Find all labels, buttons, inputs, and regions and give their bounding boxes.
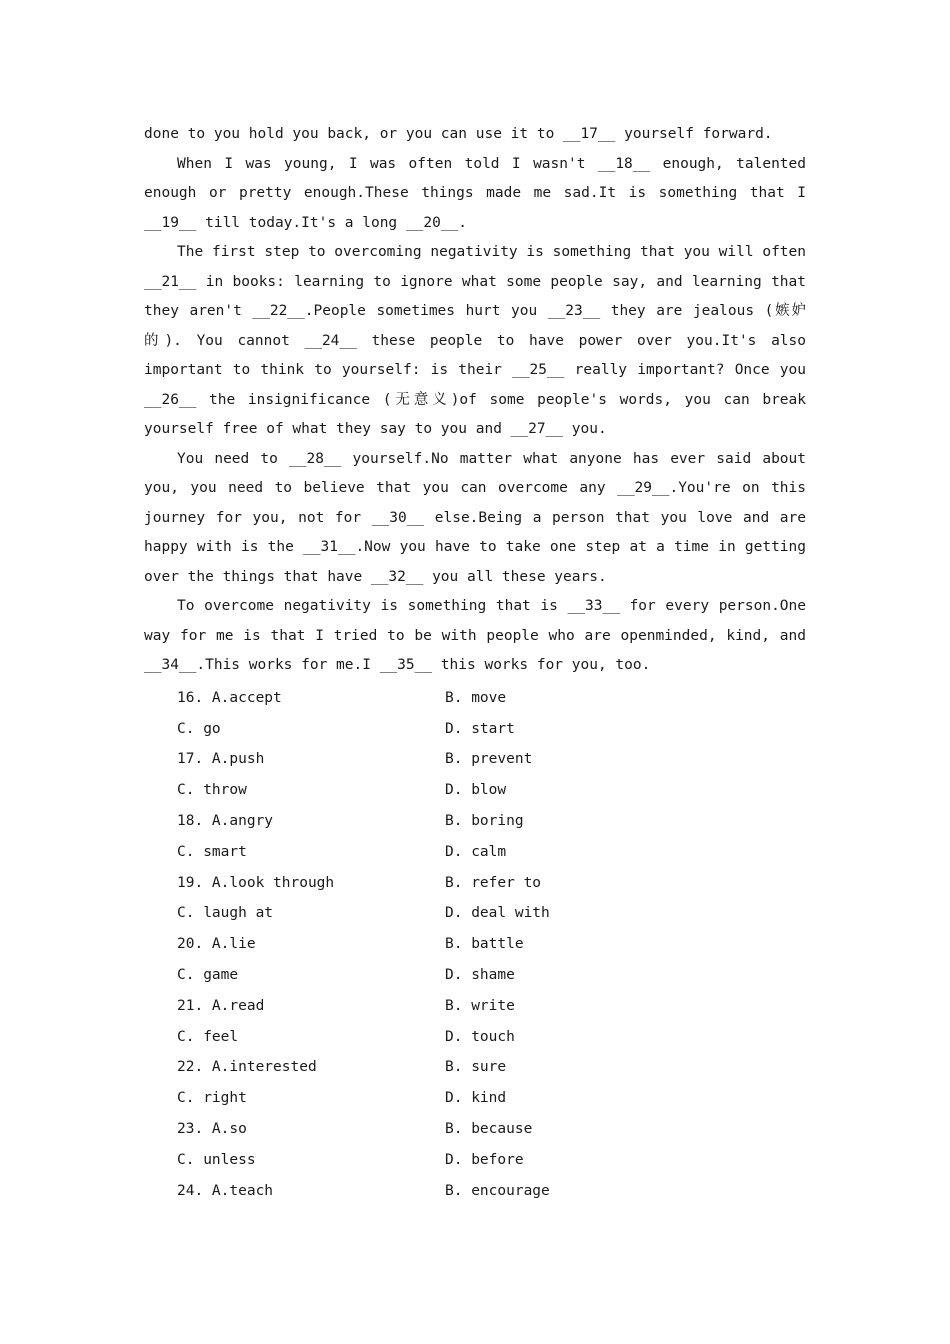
option-left: C. game	[177, 967, 239, 984]
option-left: C. laugh at	[177, 905, 274, 922]
option-right: D. blow	[445, 782, 507, 799]
option-row	[144, 960, 806, 991]
option-row	[144, 836, 806, 867]
answer-options	[144, 683, 806, 1207]
option-row	[144, 1175, 806, 1206]
passage	[144, 120, 806, 681]
option-row	[144, 806, 806, 837]
option-row	[144, 867, 806, 898]
option-left: C. go	[177, 720, 221, 737]
option-left: 21. A.read	[177, 997, 265, 1014]
option-right: D. calm	[445, 843, 507, 860]
option-row	[144, 744, 806, 775]
option-row	[144, 1114, 806, 1145]
option-left: 20. A.lie	[177, 936, 256, 953]
option-right: B. boring	[445, 813, 524, 830]
option-left: C. throw	[177, 782, 247, 799]
paragraph: To overcome negativity is something that is __33__ for every person.One way for me is that I tried to be with people who are openminded, kind, and __34__.This works for me.I __35__ this works for you, too.	[144, 598, 806, 673]
option-left: 23. A.so	[177, 1121, 247, 1138]
option-right: B. prevent	[445, 751, 533, 768]
paragraph: When I was young, I was often told I wasn't __18__ enough, talented enough or pretty enough.These things made me sad.It is something that I __19__ till today.It's a long __20__.	[144, 155, 806, 231]
paragraph: The first step to overcoming negativity is something that you will often __21__ in books: learning to ignore what some people say, and learning that they aren't __22__.People sometimes hurt you __23__ they are jealous (嫉妒的). You cannot __24__ these people to have power over you.It's also important to think to yourself: is their __25__ really important? Once you __26__ the insignificance (无意义)of some people's words, you can break yourself free of what they say to you and __27__ you.	[144, 244, 806, 437]
option-row	[144, 713, 806, 744]
option-row	[144, 1021, 806, 1052]
option-right: B. battle	[445, 936, 524, 953]
document-page	[144, 120, 806, 1206]
option-left: 22. A.interested	[177, 1059, 317, 1076]
paragraph: done to you hold you back, or you can use it to __17__ yourself forward.	[144, 126, 773, 142]
option-left: 16. A.accept	[177, 689, 282, 706]
option-row	[144, 1083, 806, 1114]
option-right: D. before	[445, 1151, 524, 1168]
option-left: 17. A.push	[177, 751, 265, 768]
option-right: D. deal with	[445, 905, 550, 922]
option-right: B. refer to	[445, 874, 542, 891]
option-left: 18. A.angry	[177, 813, 274, 830]
option-row	[144, 929, 806, 960]
option-row	[144, 898, 806, 929]
option-left: C. feel	[177, 1028, 239, 1045]
option-right: D. touch	[445, 1028, 515, 1045]
option-left: C. unless	[177, 1151, 256, 1168]
option-right: B. encourage	[445, 1182, 550, 1199]
option-row	[144, 1144, 806, 1175]
option-right: D. kind	[445, 1090, 507, 1107]
option-right: B. move	[445, 689, 507, 706]
option-right: B. write	[445, 997, 515, 1014]
option-left: C. right	[177, 1090, 247, 1107]
option-row	[144, 1052, 806, 1083]
option-left: 24. A.teach	[177, 1182, 274, 1199]
option-row	[144, 990, 806, 1021]
paragraph: You need to __28__ yourself.No matter what anyone has ever said about you, you need to believe that you can overcome any __29__.You're on this journey for you, not for __30__ else.Being a person that you love and are happy with is the __31__.Now you have to take one step at a time in getting over the things that have __32__ you all these years.	[144, 450, 806, 585]
option-left: 19. A.look through	[177, 874, 335, 891]
option-row	[144, 683, 806, 714]
option-right: D. start	[445, 720, 515, 737]
option-right: D. shame	[445, 967, 515, 984]
option-right: B. sure	[445, 1059, 507, 1076]
option-right: B. because	[445, 1121, 533, 1138]
option-left: C. smart	[177, 843, 247, 860]
option-row	[144, 775, 806, 806]
